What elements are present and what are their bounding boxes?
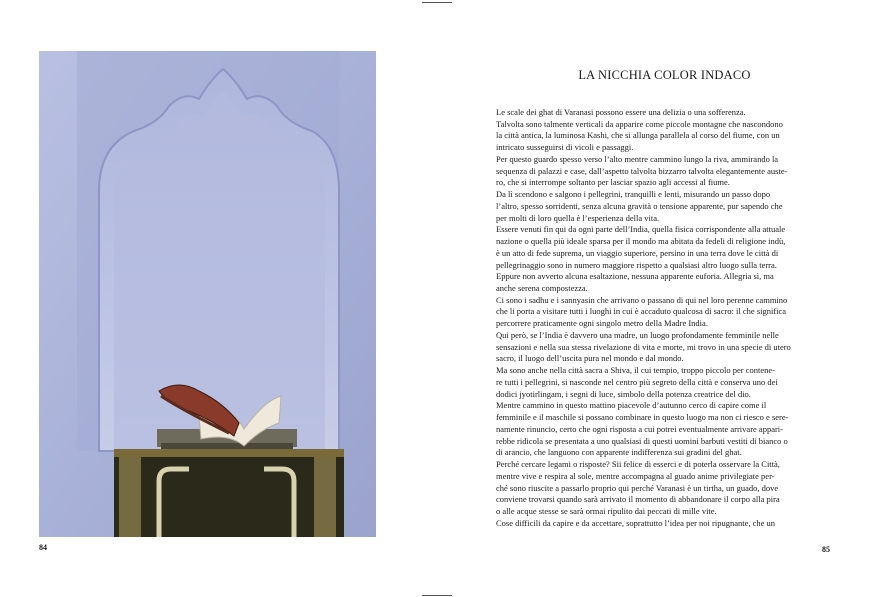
body-line: Le scale dei ghat di Varanasi possono essere una delizia o una sofferenza. bbox=[496, 107, 746, 117]
body-line: Perché cercare legami o risposte? Sii felice di esserci e di poterla osservare la Città, bbox=[496, 459, 780, 470]
chapter-title: LA NICCHIA COLOR INDACO bbox=[578, 68, 751, 82]
crop-mark-top bbox=[422, 2, 452, 3]
body-line: rebbe ridicola se presentata a uno qualsiasi di questi uomini barbuti vestiti di bianco o bbox=[496, 435, 788, 446]
body-line: intricato susseguirsi di vicoli e passaggi. bbox=[496, 142, 634, 153]
body-line: o alle acque stesse se sarà ormai ripulito dai peccati di mille vite. bbox=[496, 505, 717, 516]
body-line: conviene trovarsi quando sarà arrivato il momento di abbandonare il corpo alla pira bbox=[496, 494, 780, 505]
page-number-left: 84 bbox=[39, 543, 47, 552]
body-line: Per questo guardo spesso verso l’alto mentre cammino lungo la riva, ammirando la bbox=[496, 153, 779, 164]
body-line: Eppure non avverto alcuna esaltazione, nessuna apparente euforia. Allegria sì, ma bbox=[496, 271, 774, 282]
body-line: di arancio, che languono con apparente indifferenza sui gradini del ghat. bbox=[496, 447, 742, 458]
body-line: Da lì scendono e salgono i pellegrini, tranquilli e lenti, misurando un passo dopo bbox=[496, 189, 771, 200]
body-line: Qui però, se l’India è davvero una madre, un luogo profondamente femminile nelle bbox=[496, 329, 779, 340]
body-line: sacro, il luogo dell’uscita pura nel mondo e dal mondo. bbox=[496, 353, 684, 364]
body-line: Cose difficili da capire e da accettare, soprattutto l’idea per noi ripugnante, che un bbox=[496, 517, 776, 528]
chapter-body bbox=[496, 107, 835, 529]
body-line: percorrere praticamente ogni singolo metro della Madre India. bbox=[496, 318, 708, 329]
body-line: ché sono riuscite a passarlo proprio qui perché Varanasi è un tirtha, un guado, dove bbox=[496, 482, 779, 493]
body-line: è un atto di fede suprema, un viaggio superiore, persino in una terra dove le città di bbox=[496, 247, 779, 258]
body-line: mentre vive e respira al sole, mentre accompagna al guado anime privilegiate per- bbox=[496, 470, 775, 481]
body-line: che li porta a visitare tutti i luoghi in cui è accaduto qualcosa di sacro: il che significa bbox=[496, 306, 787, 317]
body-line: sensazioni e nella sua stessa rivelazione di vita e morte, mi trovo in una specie di utero bbox=[496, 341, 791, 352]
body-line: pellegrinaggio sono in numero maggiore rispetto a qualsiasi altro luogo sulla terra. bbox=[496, 259, 777, 270]
body-line: Ci sono i sadhu e i sannyasin che arrivano o passano di qui nel loro perenne cammino bbox=[496, 294, 788, 305]
body-line: Ma sono anche nella città sacra a Shiva, il cui tempio, troppo piccolo per contene- bbox=[496, 365, 775, 376]
body-line: namente rinuncio, certo che ogni risposta a cui potrei eventualmente arrivare appari- bbox=[496, 423, 783, 434]
body-line: ro, che si interrompe soltanto per lasciar spazio agli accessi al fiume. bbox=[496, 177, 730, 188]
body-line: la città antica, la luminosa Kashi, che si allunga parallela al corso del fiume, con un bbox=[496, 130, 780, 141]
body-line: Essere venuti fin qui da ogni parte dell’India, quella fisica corrispondente alla attuale bbox=[496, 224, 786, 235]
body-line: nazione o quella più ideale sparsa per il mondo ma abitata da fedeli di religione indù, bbox=[496, 236, 786, 247]
body-line: re tutti i pellegrini, si nasconde nel centro più segreto della città e conserva uno dei bbox=[496, 376, 778, 387]
body-line: Mentre cammino in questo mattino piacevole d’autunno cerco di capire come il bbox=[496, 400, 767, 411]
body-line: dodici jyotirlingam, i segni di luce, simbolo della potenza creatrice del dio. bbox=[496, 388, 751, 399]
body-line: femminile e il maschile si possano combinare in questo luogo ma non ci riesco e sere- bbox=[496, 412, 789, 423]
body-line: per molti di loro quella è l’esperienza della vita. bbox=[496, 212, 660, 223]
crop-mark-bottom bbox=[422, 595, 452, 596]
body-line: sequenza di palazzi e case, dall’aspetto talvolta bizzarro talvolta elegantemente auste- bbox=[496, 165, 788, 176]
page-number-right: 85 bbox=[822, 545, 830, 554]
niche-photograph bbox=[39, 51, 376, 537]
body-line: Talvolta sono talmente verticali da apparire come piccole montagne che nascondono bbox=[496, 118, 783, 129]
body-line: l’altro, spesso sorridenti, senza alcuna gravità o tensione apparente, pur sapendo che bbox=[496, 200, 783, 211]
body-line: anche serena compostezza. bbox=[496, 283, 588, 294]
